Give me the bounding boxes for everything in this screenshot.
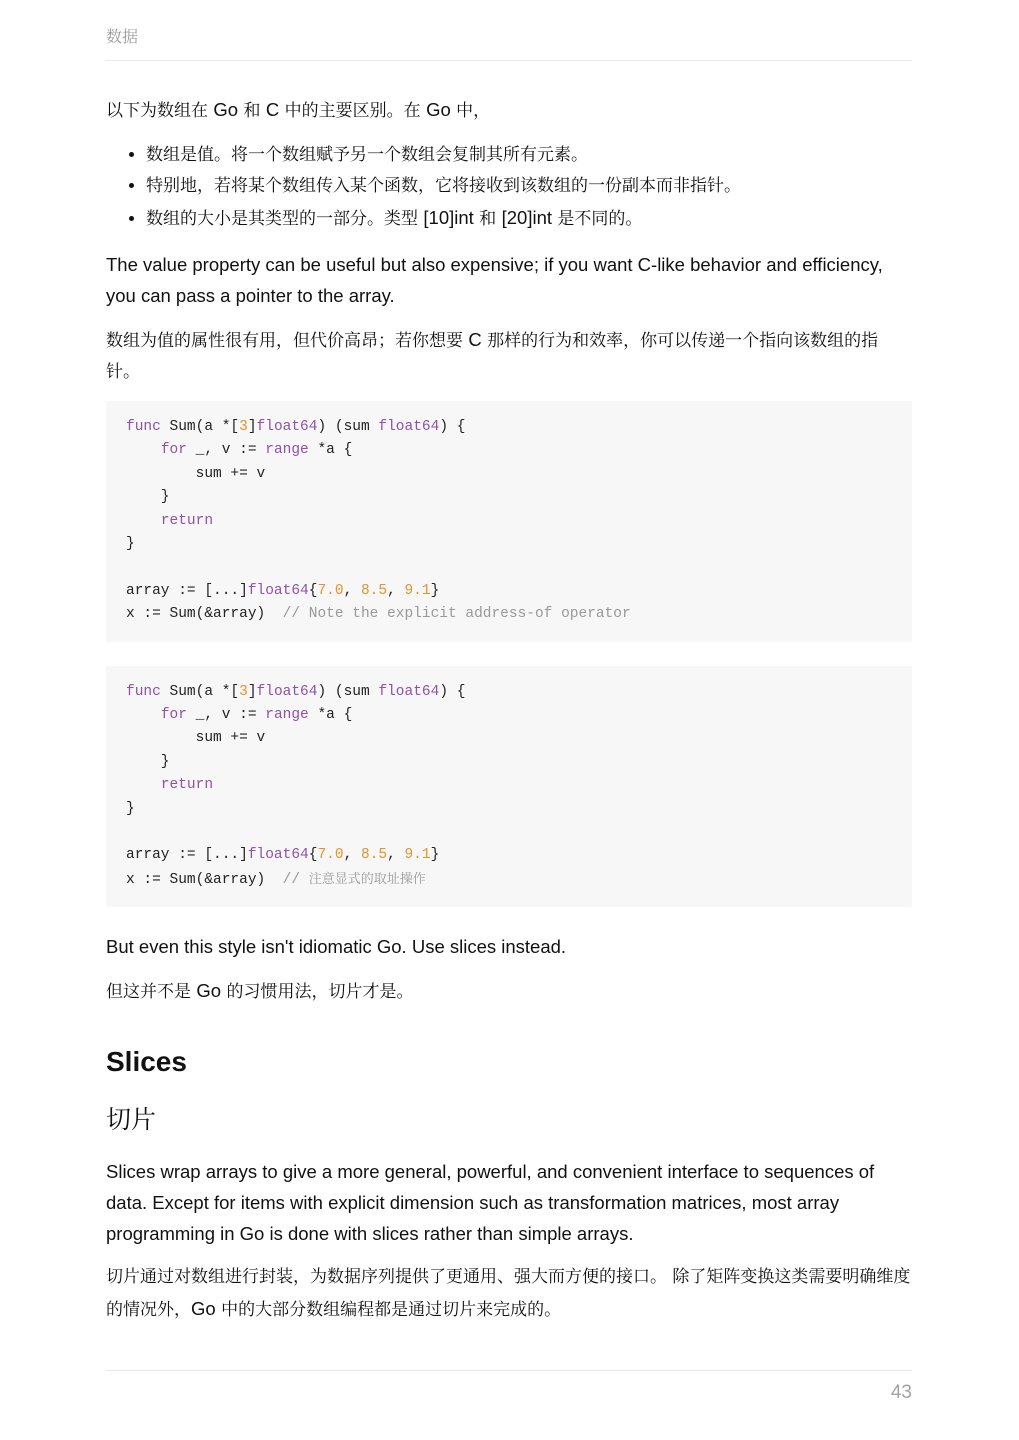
code-block-en: func Sum(a *[3]float64) (sum float64) { for _, v := range *a { sum += v } return } array := [...]float64{7.0, 8.5, 9.1} x := Sum(&array) // Note the explicit address-of operator	[106, 401, 912, 642]
footer-divider	[106, 1370, 912, 1371]
value-property-paragraph-en: The value property can be useful but also expensive; if you want C-like behavior and efficiency, you can pass a pointer to the array.	[106, 254, 883, 306]
slices-paragraph-zh: 切片通过对数组进行封装，为数据序列提供了更通用、强大而方便的接口。 除了矩阵变换这类需要明确维度的情况外，Go 中的大部分数组编程都是通过切片来完成的。	[106, 1267, 911, 1321]
list-item: • 特别地，若将某个数组传入某个函数，它将接收到该数组的一份副本而非指针。	[146, 171, 912, 202]
code-comment-zh: 注意显式的取址操作	[308, 871, 426, 887]
code-comment: //	[282, 871, 309, 888]
header-divider	[106, 60, 912, 61]
code-comment: // Note the explicit address-of operator	[282, 606, 631, 623]
intro-paragraph-zh: 以下为数组在 Go 和 C 中的主要区别。在 Go 中，	[106, 99, 491, 121]
list-item: • 数组的大小是其类型的一部分。类型 [10]int 和 [20]int 是不同的。	[146, 202, 912, 235]
slices-paragraph-en: Slices wrap arrays to give a more general, powerful, and convenient interface to sequences of data. Except for items with explicit dimension such as transformation matrices, most array programming in Go is done with slices rather than simple arrays.	[106, 1161, 875, 1245]
page-content	[106, 94, 912, 1339]
array-differences-list	[106, 140, 912, 235]
idiom-paragraph-en: But even this style isn't idiomatic Go. Use slices instead.	[106, 936, 567, 958]
value-property-paragraph-zh: 数组为值的属性很有用，但代价高昂；若你想要 C 那样的行为和效率，你可以传递一个指向该数组的指针。	[106, 329, 879, 382]
running-header: 数据	[106, 27, 139, 46]
section-heading-slices-zh: 切片	[106, 1105, 157, 1135]
list-item: • 数组是值。将一个数组赋予另一个数组会复制其所有元素。	[146, 140, 912, 171]
code-block-zh: func Sum(a *[3]float64) (sum float64) { for _, v := range *a { sum += v } return } array := [...]float64{7.0, 8.5, 9.1} x := Sum(&array) // 注意显式的取址操作	[106, 666, 912, 908]
section-heading-slices: Slices	[106, 1046, 187, 1078]
idiom-paragraph-zh: 但这并不是 Go 的习惯用法，切片才是。	[106, 980, 414, 1003]
page-number: 43	[890, 1382, 912, 1403]
